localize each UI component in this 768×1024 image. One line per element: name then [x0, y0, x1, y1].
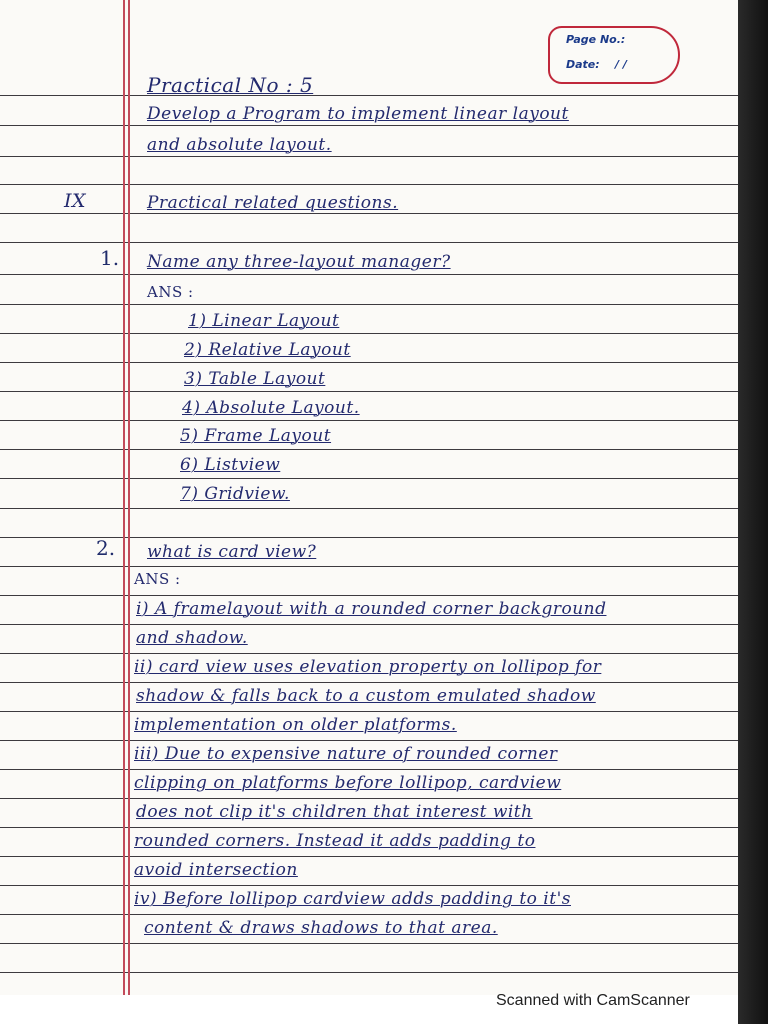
aim-line-2: and absolute layout. — [147, 135, 332, 155]
ruled-line — [0, 653, 738, 654]
answer-2-line: ii) card view uses elevation property on lollipop for — [134, 657, 602, 677]
ruled-line — [0, 972, 738, 973]
page-no-label: Page No.: — [566, 33, 626, 46]
question-1-ans-label: ANS : — [147, 283, 194, 301]
scanner-watermark: Scanned with CamScanner — [496, 992, 690, 1009]
ruled-line — [0, 156, 738, 157]
question-2-text: what is card view? — [147, 542, 317, 562]
answer-1-item: 6) Listview — [180, 455, 281, 475]
answer-2-line: i) A framelayout with a rounded corner background — [136, 599, 607, 619]
question-1-text: Name any three-layout manager? — [147, 252, 451, 272]
ruled-line — [0, 595, 738, 596]
page-edge-shadow — [738, 0, 768, 1024]
answer-2-line: clipping on platforms before lollipop, cardview — [134, 773, 562, 793]
answer-2-line: iii) Due to expensive nature of rounded corner — [134, 744, 558, 764]
ruled-line — [0, 856, 738, 857]
ruled-line — [0, 508, 738, 509]
margin-line — [123, 0, 125, 995]
answer-1-item: 1) Linear Layout — [188, 311, 340, 331]
ruled-line — [0, 420, 738, 421]
ruled-line — [0, 242, 738, 243]
ruled-line — [0, 95, 738, 96]
ruled-line — [0, 769, 738, 770]
answer-1-item: 3) Table Layout — [184, 369, 326, 389]
ruled-line — [0, 566, 738, 567]
ruled-line — [0, 885, 738, 886]
ruled-line — [0, 624, 738, 625]
question-2-number: 2. — [96, 536, 116, 560]
margin-line — [128, 0, 130, 995]
ruled-line — [0, 391, 738, 392]
page-title: Practical No : 5 — [147, 73, 314, 97]
ruled-line — [0, 333, 738, 334]
section-heading: Practical related questions. — [147, 193, 399, 213]
answer-1-item: 2) Relative Layout — [184, 340, 351, 360]
answer-2-line: and shadow. — [136, 628, 248, 648]
ruled-line — [0, 914, 738, 915]
answer-2-line: does not clip it's children that interest with — [136, 802, 533, 822]
ruled-line — [0, 362, 738, 363]
answer-2-line: shadow & falls back to a custom emulated shadow — [136, 686, 596, 706]
ruled-line — [0, 740, 738, 741]
answer-2-line: avoid intersection — [134, 860, 298, 880]
ruled-line — [0, 478, 738, 479]
ruled-line — [0, 798, 738, 799]
aim-line-1: Develop a Program to implement linear layout — [147, 104, 569, 124]
question-2-ans-label: ANS : — [134, 570, 181, 588]
ruled-line — [0, 274, 738, 275]
answer-2-line: rounded corners. Instead it adds padding to — [134, 831, 536, 851]
ruled-line — [0, 711, 738, 712]
date-value: / / — [615, 58, 627, 71]
date-label: Date: — [566, 58, 600, 71]
ruled-line — [0, 943, 738, 944]
answer-2-line: iv) Before lollipop cardview adds padding to it's — [134, 889, 571, 909]
ruled-line — [0, 449, 738, 450]
answer-1-item: 4) Absolute Layout. — [182, 398, 360, 418]
ruled-line — [0, 827, 738, 828]
answer-2-line: implementation on older platforms. — [134, 715, 457, 735]
ruled-line — [0, 184, 738, 185]
ruled-line — [0, 304, 738, 305]
ruled-line — [0, 682, 738, 683]
ruled-line — [0, 125, 738, 126]
ruled-line — [0, 213, 738, 214]
answer-2-line: content & draws shadows to that area. — [144, 918, 498, 938]
answer-1-item: 5) Frame Layout — [180, 426, 332, 446]
question-1-number: 1. — [100, 246, 120, 270]
section-roman: IX — [64, 190, 87, 212]
answer-1-item: 7) Gridview. — [180, 484, 290, 504]
